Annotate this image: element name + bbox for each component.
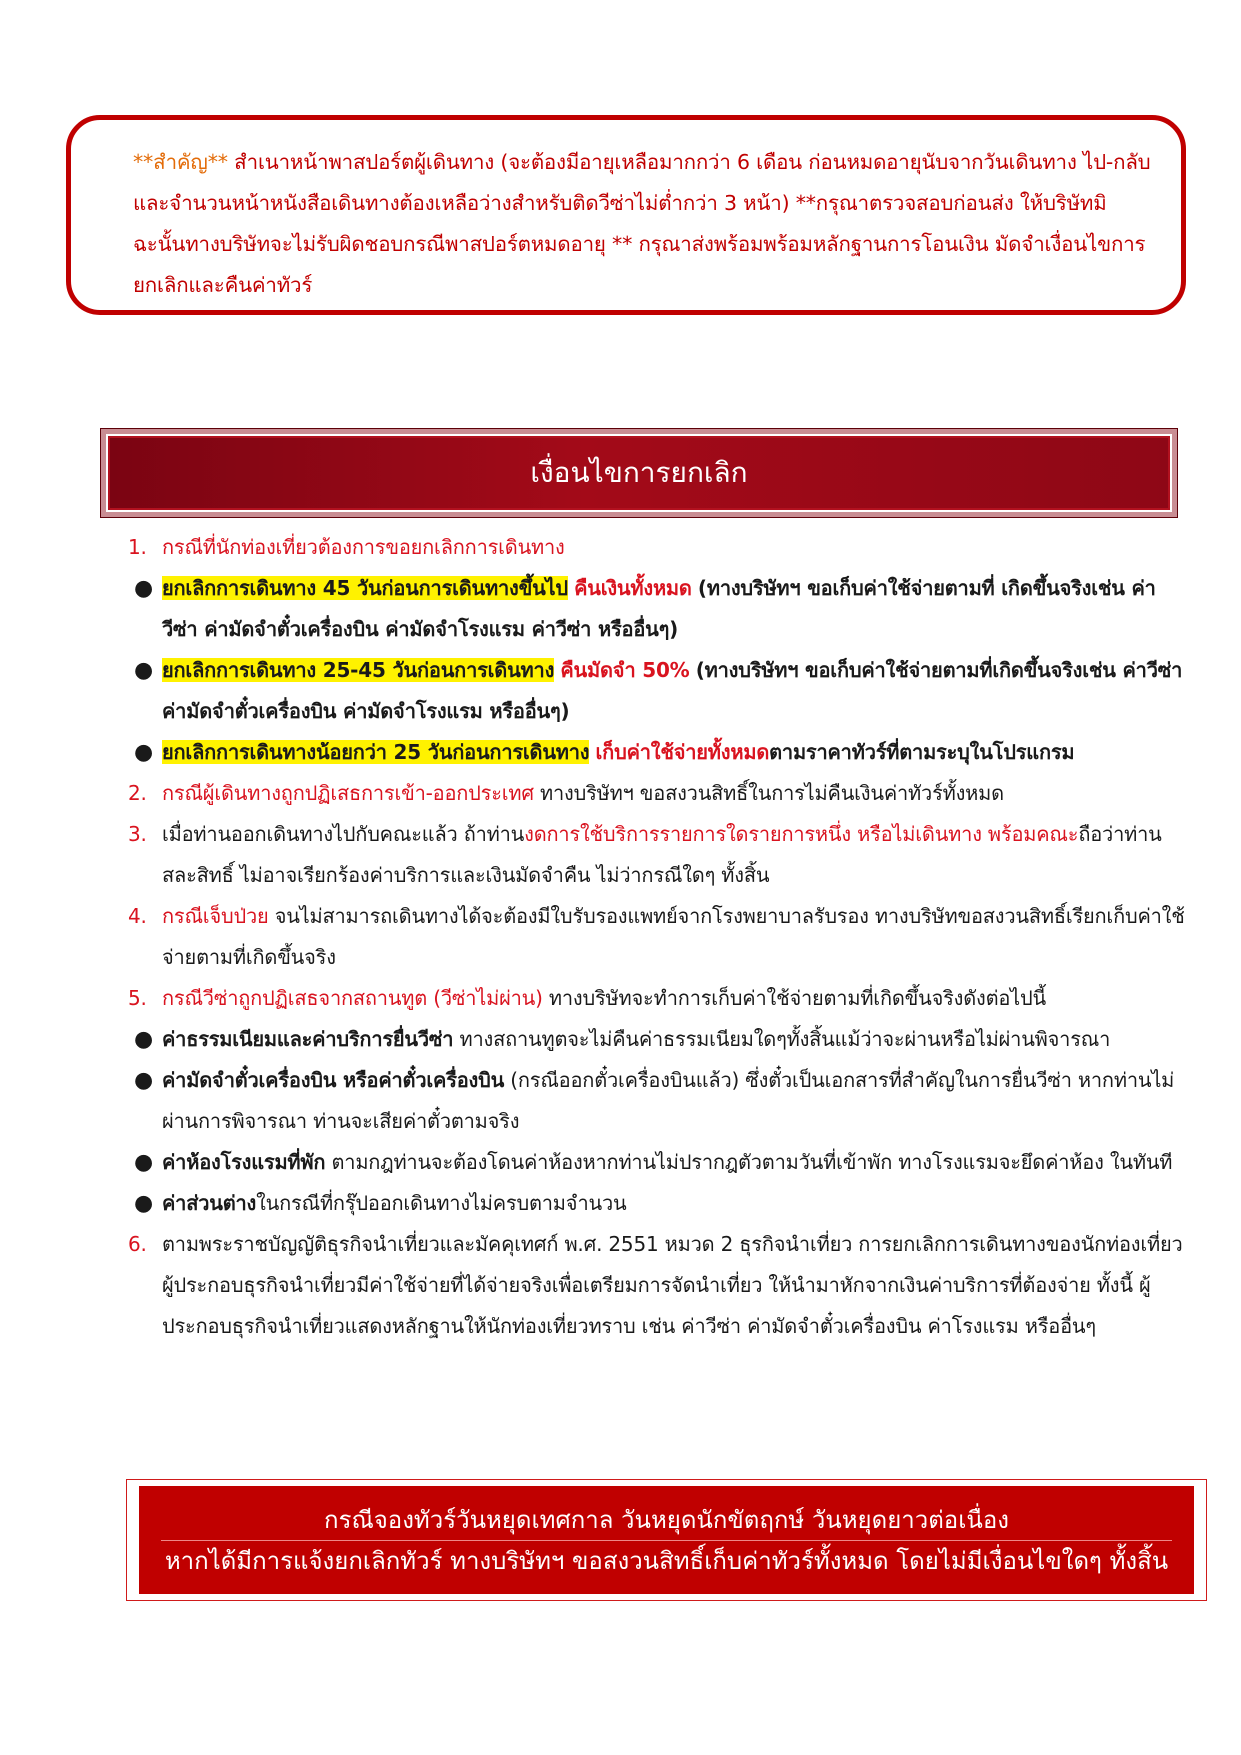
cancellation-header-banner [100,428,1178,518]
holiday-notice-banner [139,1486,1194,1594]
item-red-text: งดการใช้บริการรายการใดรายการหนึ่ง หรือไม่เดินทาง พร้อมคณะ [524,822,1079,846]
item-number: 5. [128,986,147,1010]
item-red-text: กรณีผู้เดินทางถูกปฏิเสธการเข้า-ออกประเทศ [162,781,534,805]
item-text: ทางบริษัทจะทำการเก็บค่าใช้จ่ายตามที่เกิดขึ้นจริงดังต่อไปนี้ [548,986,1046,1010]
bullet-item [128,568,1188,650]
item-text: จนไม่สามารถเดินทางได้จะต้องมีใบรับรองแพทย์จากโรงพยาบาลรับรอง ทางบริษัทขอสงวนสิทธิ์เรียกเก็บค่าใช้จ่ายตามที่เกิดขึ้นจริง [162,904,1185,969]
list-item-2 [128,773,1188,814]
bullet-icon: ● [134,1068,153,1093]
item-text: กรณีที่นักท่องเที่ยวต้องการขอยกเลิกการเดินทาง [162,535,565,559]
bullet-item [128,1019,1188,1060]
item-red-text: กรณีเจ็บป่วย [162,904,269,928]
bullet-text: (ทางบริษัทฯ ขอเก็บค่าใช้จ่ายตามที่เกิดขึ้นจริงเช่น ค่าวีซ่า ค่ามัดจำตั๋วเครื่องบิน ค่ามัดจำโรงแรม หรืออื่นๆ) [162,658,1183,723]
refund-text: คืนมัดจำ 50% [560,658,690,682]
item-text: ทางบริษัทฯ ขอสงวนสิทธิ์ในการไม่คืนเงินค่าทัวร์ทั้งหมด [540,781,1004,805]
item-number: 6. [128,1232,147,1256]
refund-text: เก็บค่าใช้จ่ายทั้งหมด [595,740,770,764]
bullet-bold-text: ค่ามัดจำตั๋วเครื่องบิน หรือค่าตั๋วเครื่องบิน [162,1068,505,1092]
bullet-icon: ● [134,1191,153,1216]
item-text: ถือว่าท่านสละสิทธิ์ ไม่อาจเรียกร้องค่าบริการและเงินมัดจำคืน ไม่ว่ากรณีใดๆ ทั้งสิ้น [162,822,1162,887]
bullet-text: ในกรณีที่กรุ๊ปออกเดินทางไม่ครบตามจำนวน [256,1191,627,1215]
item-number: 4. [128,904,147,928]
bullet-item [128,732,1188,773]
highlight-text: ยกเลิกการเดินทาง 25-45 วันก่อนการเดินทาง [162,658,555,682]
holiday-notice-box [126,1479,1207,1601]
bullet-icon: ● [134,1150,153,1175]
bullet-item [128,1060,1188,1142]
item-red-text: กรณีวีซ่าถูกปฏิเสธจากสถานทูต (วีซ่าไม่ผ่าน) [162,986,543,1010]
item-text: ตามพระราชบัญญัติธุรกิจนำเที่ยวและมัคคุเทศก์ พ.ศ. 2551 หมวด 2 ธุรกิจนำเที่ยว การยกเลิกการเดินทางของนักท่องเที่ยว ผู้ประกอบธุรกิจนำเที่ยวมีค่าใช้จ่ายที่ได้จ่ายจริงเพื่อเตรียมการจัดนำเที่ยว ให้นำมาหักจากเงินค่าบริการที่ต้องจ่าย ทั้งนี้ ผู้ประกอบธุรกิจนำเที่ยวแสดงหลักฐานให้นักท่องเที่ยวทราบ เช่น ค่าวีซ่า ค่ามัดจำตั๋วเครื่องบิน ค่าโรงแรม หรืออื่นๆ [162,1232,1183,1338]
bullet-icon: ● [134,1027,153,1052]
bullet-bold-text: ค่าธรรมเนียมและค่าบริการยื่นวีซ่า [162,1027,454,1051]
refund-text: คืนเงินทั้งหมด [574,576,692,600]
important-notice-box [66,115,1186,315]
bullet-icon: ● [134,740,153,765]
notice-important-prefix: **สำคัญ** [133,150,228,174]
list-item-1 [128,527,1188,568]
list-item-4 [128,896,1188,978]
bullet-text: ตามราคาทัวร์ที่ตามระบุในโปรแกรม [769,740,1075,764]
cancellation-conditions [128,527,1188,1347]
item-text-prefix: เมื่อท่านออกเดินทางไปกับคณะแล้ว ถ้าท่าน [162,822,525,846]
bullet-item [128,1142,1188,1183]
bullet-text: (กรณีออกตั๋วเครื่องบินแล้ว) ซึ่งตั๋วเป็นเอกสารที่สำคัญในการยื่นวีซ่า หากท่านไม่ผ่านการพิจารณา ท่านจะเสียค่าตั๋วตามจริง [162,1068,1175,1133]
bullet-text: ทางสถานทูตจะไม่คืนค่าธรรมเนียมใดๆทั้งสิ้นแม้ว่าจะผ่านหรือไม่ผ่านพิจารณา [459,1027,1111,1051]
bullet-bold-text: ค่าห้องโรงแรมที่พัก [162,1150,326,1174]
item-number: 3. [128,822,147,846]
bullet-icon: ● [134,576,153,601]
highlight-text: ยกเลิกการเดินทางน้อยกว่า 25 วันก่อนการเดินทาง [162,740,590,764]
list-item-6 [128,1224,1188,1347]
bullet-item [128,1183,1188,1224]
section-title: เงื่อนไขการยกเลิก [530,456,748,489]
bullet-text: ตามกฎท่านจะต้องโดนค่าห้องหากท่านไม่ปรากฎตัวตามวันที่เข้าพัก ทางโรงแรมจะยึดค่าห้อง ในทันที [331,1150,1173,1174]
holiday-notice-line1: กรณีจองทัวร์วันหยุดเทศกาล วันหยุดนักขัตฤกษ์ วันหยุดยาวต่อเนื่อง [324,1505,1009,1534]
notice-body: สำเนาหน้าพาสปอร์ตผู้เดินทาง (จะต้องมีอายุเหลือมากกว่า 6 เดือน ก่อนหมดอายุนับจากวันเดินทาง ไป-กลับและจำนวนหน้าหนังสือเดินทางต้องเหลือว่างสำหรับติดวีซ่าไม่ต่ำกว่า 3 หน้า) **กรุณาตรวจสอบก่อนส่ง ให้บริษัทมิฉะนั้นทางบริษัทจะไม่รับผิดชอบกรณีพาสปอร์ตหมดอายุ ** กรุณาส่งพร้อมพร้อมหลักฐานการโอนเงิน มัดจำเงื่อนไขการยกเลิกและคืนค่าทัวร์ [133,150,1151,297]
notice-text [133,142,1151,306]
bullet-icon: ● [134,658,153,683]
list-item-5 [128,978,1188,1019]
holiday-notice-line2: หากได้มีการแจ้งยกเลิกทัวร์ ทางบริษัทฯ ขอสงวนสิทธิ์เก็บค่าทัวร์ทั้งหมด โดยไม่มีเงื่อนไขใดๆ ทั้งสิ้น [161,1540,1172,1581]
bullet-text: (ทางบริษัทฯ ขอเก็บค่าใช้จ่ายตามที่ เกิดขึ้นจริงเช่น ค่าวีซ่า ค่ามัดจำตั๋วเครื่องบิน ค่ามัดจำโรงแรม ค่าวีซ่า หรืออื่นๆ) [162,576,1156,641]
bullet-item [128,650,1188,732]
item-number: 1. [128,535,147,559]
bullet-bold-text: ค่าส่วนต่าง [162,1191,257,1215]
item-number: 2. [128,781,147,805]
list-item-3 [128,814,1188,896]
highlight-text: ยกเลิกการเดินทาง 45 วันก่อนการเดินทางขึ้นไป [162,576,568,600]
